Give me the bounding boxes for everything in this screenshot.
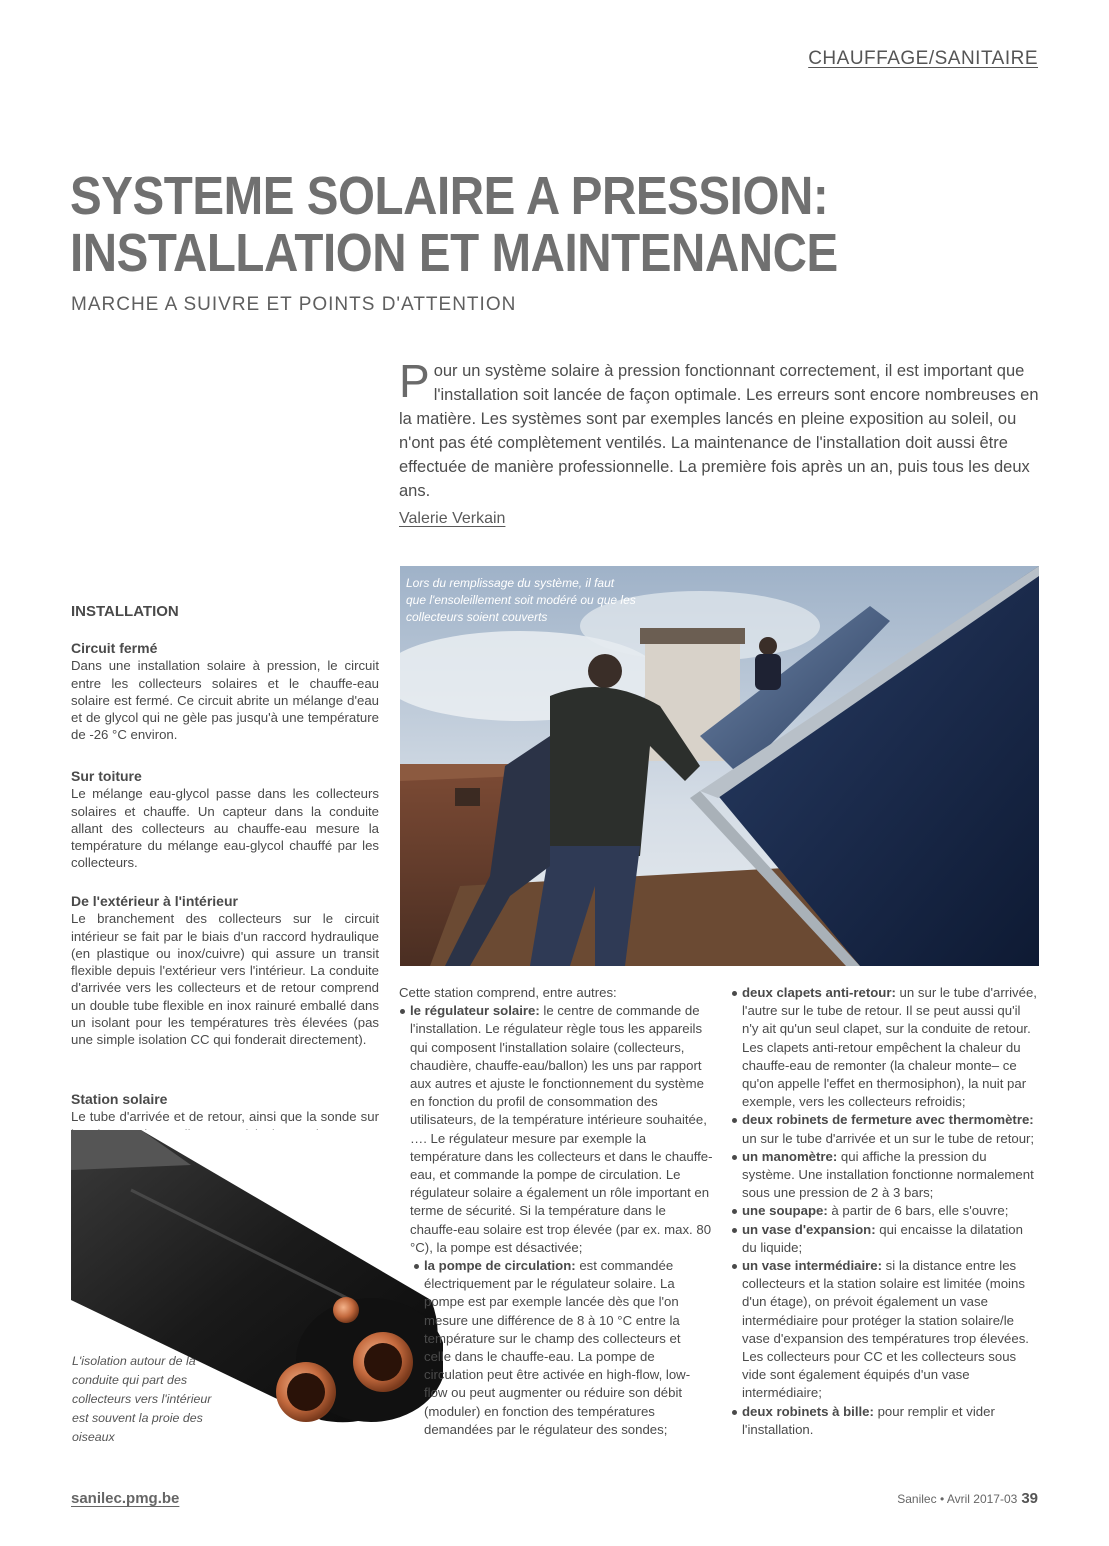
author-byline: Valerie Verkain: [399, 510, 506, 527]
list-item-manometre: [731, 1148, 1039, 1203]
solar-install-photo: [400, 566, 1039, 966]
item-text: qui encaisse la dilatation du liquide;: [742, 1221, 1023, 1255]
item-text: qui affiche la pression du système. Une installation fonctionne normalement sous une pression de 2 à 3 bars;: [742, 1148, 1034, 1201]
item-label: deux robinets de fermeture avec thermomètre:: [742, 1112, 1034, 1128]
item-text: si la distance entre les collecteurs et la station solaire est limitée (moins d'un étage), on prévoit également un vase intermédiaire pour protéger la station solaire/le vase d'expansion des températures trop élevées. Les collecteurs pour CC et les collecteurs sous vide sont également équipés d'un vase intermédiaire;: [742, 1258, 1029, 1401]
right-column: [731, 984, 1039, 1439]
list-item-vase-intermediaire: [731, 1257, 1039, 1403]
subheading: Station solaire: [71, 1091, 168, 1107]
item-text: à partir de 6 bars, elle s'ouvre;: [827, 1203, 1009, 1219]
list-item-soupape: [731, 1202, 1039, 1220]
list-item-pompe: [413, 1257, 715, 1439]
page-number: 39: [1021, 1490, 1038, 1507]
subsection-circuit-ferme: [71, 640, 379, 744]
article-subtitle: MARCHE A SUIVRE ET POINTS D'ATTENTION: [71, 294, 517, 315]
item-label: le régulateur solaire:: [410, 1003, 540, 1019]
paragraph: Le tube d'arrivée et de retour, ainsi que la sonde sur: [71, 1109, 379, 1125]
list-item-robinets-bille: [731, 1403, 1039, 1439]
middle-column: [399, 984, 715, 1439]
item-label: deux robinets à bille:: [742, 1403, 874, 1419]
intro-text: our un système solaire à pression fonctionnant correctement, il est important que l'installation soit lancée de façon optimale. Les erreurs sont encore nombreuses en la matière. Les systèmes sont par exemples lancés en pleine exposition au soleil, ou n'ont pas été complètement ventilés. La maintenance de l'installation doit aussi être effectuée de manière professionnelle. La première fois après un an, puis tous les deux ans.: [399, 362, 1039, 500]
subsection-exterieur-interieur: [71, 893, 379, 1049]
subheading: Sur toiture: [71, 768, 142, 784]
item-label: un manomètre:: [742, 1148, 838, 1164]
list-item-robinets-fermeture: [731, 1111, 1039, 1147]
list-item-regulateur: [399, 1002, 715, 1257]
subheading: De l'extérieur à l'intérieur: [71, 893, 238, 909]
article-title: [70, 168, 932, 282]
item-text: est commandée électriquement par le régulateur solaire. La pompe est par exemple lancée dès que l'on mesure une différence de 8 à 10 °C entre la température sur le champ des collecteurs et celle dans le chauffe-eau. La pompe de circulation peut être activée en high-flow, low-flow ou peut augmenter ou réduire son débit (moduler) en fonction des températures demandées par le régulateur des sondes;: [424, 1258, 691, 1437]
photo-caption: Lors du remplissage du système, il faut que l'ensoleillement soit modéré ou que les collecteurs soient couverts: [406, 576, 636, 624]
item-label: une soupape:: [742, 1203, 828, 1219]
website-link[interactable]: sanilec.pmg.be: [71, 1490, 180, 1507]
subheading: Circuit fermé: [71, 640, 158, 656]
section-heading: INSTALLATION: [71, 603, 179, 620]
list-item-vase-expansion: [731, 1221, 1039, 1257]
item-label: la pompe de circulation:: [424, 1258, 576, 1274]
page-footer: [897, 1490, 1038, 1507]
paragraph: Le branchement des collecteurs sur le circuit intérieur se fait par le biais d'un raccord hydraulique (en plastique ou inox/cuivre) qui assure un transit flexible depuis l'extérieur vers l'intérieur. La conduite d'arrivée vers les collecteurs et de retour comprend un double tube flexible en inox rainuré emballé dans un isolant pour les températures très élevées (pas une simple isolation CC qui fonderait directement).: [71, 911, 379, 1048]
subsection-sur-toiture: [71, 768, 379, 872]
paragraph: Dans une installation solaire à pression, le circuit entre les collecteurs solaires et le chauffe-eau solaire est fermé. Ce circuit abrite un mélange d'eau et de glycol qui ne gèle pas jusqu'à une température de -26 °C environ.: [71, 658, 379, 743]
title-line-1: SYSTEME SOLAIRE A PRESSION:: [70, 166, 829, 226]
list-item-clapets: [731, 984, 1039, 1111]
paragraph: Le mélange eau-glycol passe dans les collecteurs solaires et chauffe. Un capteur dans la conduite allant des collecteurs au chauffe-eau mesure la température du mélange eau-glycol chauffé par les collecteurs.: [71, 786, 379, 871]
item-text: pour remplir et vider l'installation.: [742, 1403, 995, 1437]
pipe-caption: L'isolation autour de la conduite qui part des collecteurs vers l'intérieur est souvent la proie des oiseaux: [72, 1354, 212, 1444]
item-label: un vase intermédiaire:: [742, 1258, 882, 1274]
item-text: un sur le tube d'arrivée et un sur le tube de retour;: [742, 1130, 1035, 1146]
item-text: le centre de commande de l'installation. Le régulateur règle tous les appareils qui composent l'installation solaire (collecteurs, chaudière, chauffe-eau/ballon) les uns par rapport aux autres et ajuste le fonctionnement du système en fonction du profil de consommation des utilisateurs, de la température intérieure souhaitée, …. Le régulateur mesure par exemple la température dans les collecteurs et dans le chauffe-eau, et commande la pompe de circulation. Le régulateur solaire a également un rôle important en terme de sécurité. Si la température dans le chauffe-eau solaire est trop élevée (par ex. max. 80 °C), la pompe est désactivée;: [410, 1003, 713, 1255]
title-line-2: INSTALLATION ET MAINTENANCE: [70, 223, 838, 283]
section-tag: CHAUFFAGE/SANITAIRE: [808, 48, 1038, 69]
dropcap: P: [399, 355, 430, 407]
item-label: deux clapets anti-retour:: [742, 985, 896, 1000]
item-text: un sur le tube d'arrivée, l'autre sur le tube de retour. Il se peut aussi qu'il n'y ait qu'un seul clapet, sur la conduite de retour. Les clapets anti-retour empêchent la chaleur du chauffe-eau de remonter (la chaleur monte– ce qu'on appelle l'effet en thermosiphon), la nuit par exemple, vers les collecteurs refroidis;: [742, 985, 1037, 1110]
list-intro: Cette station comprend, entre autres:: [399, 985, 617, 1000]
intro-paragraph: [399, 355, 1039, 503]
issue-info: Sanilec • Avril 2017-03: [897, 1492, 1018, 1506]
item-label: un vase d'expansion:: [742, 1221, 876, 1237]
